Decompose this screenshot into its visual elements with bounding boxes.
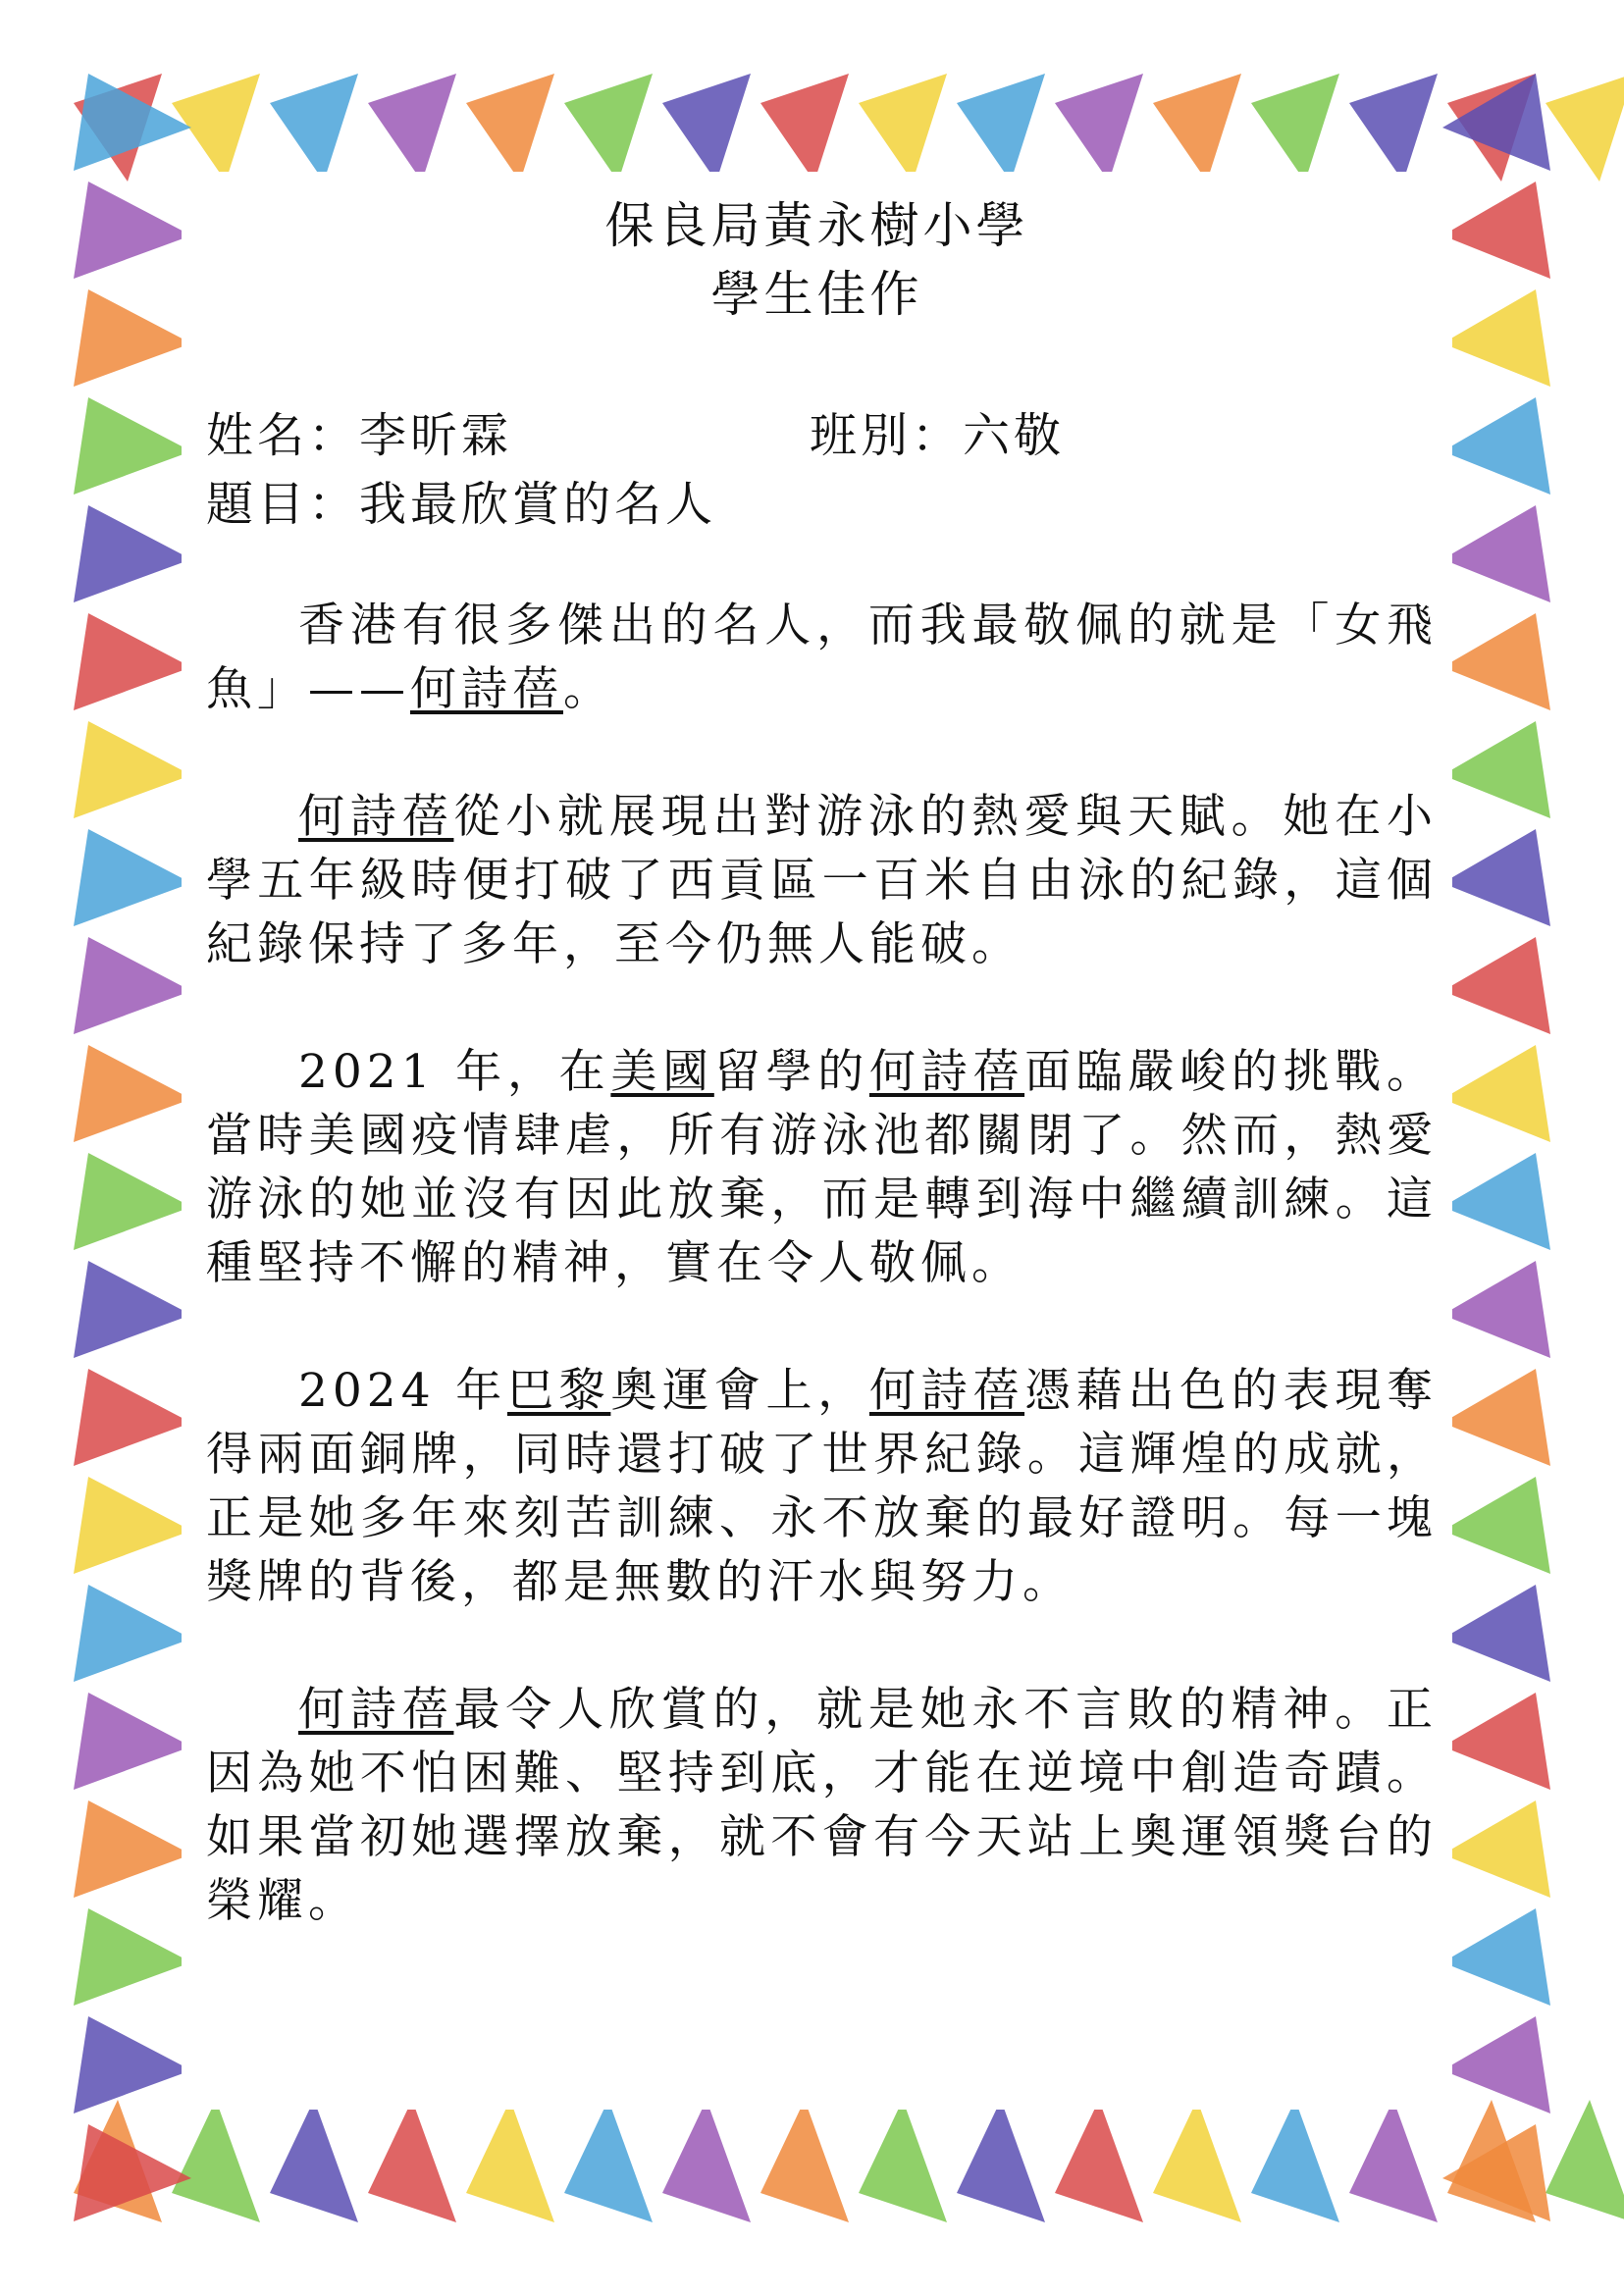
border-wedge [1442,182,1550,279]
underlined-name: 何詩蓓 [298,790,454,844]
class-value: 六敬 [963,408,1066,463]
text-span: 。 [563,662,614,716]
student-name: 李昕霖 [359,408,513,463]
border-wedge [1442,1477,1550,1574]
border-wedge [74,289,191,387]
border-wedge [74,397,191,495]
text-span: 2021 年，在 [298,1045,611,1099]
border-wedge [74,1908,191,2006]
border-wedge [957,2100,1045,2222]
border-wedge [1442,1045,1550,1142]
border-wedge [1442,1261,1550,1358]
border-wedge [859,2100,947,2222]
topic-label: 題目： [206,477,360,532]
text-span: 從小就展現出對游泳的熱愛與天賦。她在小學五年級時便打破了西貢區一百米自由泳的紀錄，這個紀錄保持了多年，至今仍無人能破。 [206,790,1439,971]
border-wedge [74,1261,191,1358]
text-span: 奧運會上， [610,1364,869,1418]
border-wedge [564,2100,653,2222]
border-wedge [368,2100,456,2222]
border-wedge [74,829,191,926]
text-span: 憑藉出色的表現奪得兩面銅牌，同時還打破了世界紀錄。這輝煌的成就，正是她多年來刻苦訓練、永不放棄的最好證明。每一塊獎牌的背後，都是無數的汗水與努力。 [206,1364,1439,1609]
border-wedge [859,74,947,182]
text-span: 2024 年 [298,1364,507,1418]
border-wedge [662,2100,751,2222]
border-wedge [466,2100,554,2222]
border-wedge [1251,74,1339,182]
border-wedge [74,182,191,279]
underlined-name: 何詩蓓 [298,1683,454,1737]
border-wedge [662,74,751,182]
border-wedge [74,613,191,710]
underlined-name: 何詩蓓 [410,662,563,716]
underlined-place: 美國 [610,1045,714,1099]
border-wedge [1055,74,1143,182]
border-wedge [1153,74,1241,182]
page-subtitle: 學生佳作 [710,266,923,323]
border-wedge [74,505,191,602]
border-wedge [74,1585,191,1682]
text-span: 最令人欣賞的，就是她永不言敗的精神。正因為她不怕困難、堅持到底，才能在逆境中創造奇蹟。如果當初她選擇放棄，就不會有今天站上奧運領獎台的榮耀。 [206,1683,1439,1928]
text-span: 面臨嚴峻的挑戰。當時美國疫情肆虐，所有游泳池都關閉了。然而，熱愛游泳的她並沒有因此放棄，而是轉到海中繼續訓練。這種堅持不懈的精神，實在令人敬佩。 [206,1045,1439,1290]
border-wedge [1442,2016,1550,2113]
school-name: 保良局黃永樹小學 [604,197,1029,254]
border-wedge [74,1153,191,1250]
text-span: 香港有很多傑出的名人，而我最敬佩的就是「女飛魚」—— [206,599,1438,716]
border-wedge [1442,1153,1550,1250]
topic-field [206,466,716,534]
border-wedge [74,1369,191,1466]
border-wedge [1153,2100,1241,2222]
essay-paragraph-5 [206,1678,1438,1933]
underlined-name: 何詩蓓 [868,1045,1025,1099]
border-wedge [1442,1800,1550,1898]
border-wedge [74,2016,191,2113]
essay-body [206,594,1438,1997]
essay-paragraph-1 [206,594,1438,721]
border-wedge [564,74,653,182]
topic-value: 我最欣賞的名人 [359,477,717,532]
border-wedge [1349,74,1438,182]
essay-sheet [182,172,1452,2110]
border-wedge [760,74,849,182]
border-wedge [1055,2100,1143,2222]
border-wedge [270,2100,358,2222]
border-wedge [1442,613,1550,710]
border-wedge [74,1800,191,1898]
border-wedge [1251,2100,1339,2222]
border-wedge [1545,2100,1624,2222]
text-span: 留學的 [713,1045,869,1099]
class-field [810,397,1065,465]
student-name-field [206,397,512,465]
border-wedge [1545,74,1624,182]
border-wedge [74,1477,191,1574]
class-label: 班別： [810,408,964,463]
border-wedge [270,74,358,182]
underlined-name: 何詩蓓 [868,1364,1025,1418]
border-wedge [74,721,191,818]
border-wedge [1442,1585,1550,1682]
border-wedge [957,74,1045,182]
essay-paragraph-3 [206,1040,1438,1295]
name-label: 姓名： [206,408,360,463]
border-wedge [1442,937,1550,1034]
border-wedge [1442,1369,1550,1466]
essay-paragraph-2 [206,785,1438,976]
border-wedge [1442,1908,1550,2006]
border-wedge [1442,289,1550,387]
border-wedge [1442,397,1550,495]
border-wedge [74,1045,191,1142]
border-wedge [1442,1693,1550,1790]
border-wedge [172,2100,260,2222]
border-wedge [1349,2100,1438,2222]
underlined-place: 巴黎 [506,1364,611,1418]
border-wedge [1442,505,1550,602]
essay-paragraph-4 [206,1359,1438,1614]
border-wedge [74,937,191,1034]
border-wedge [1442,721,1550,818]
border-wedge [466,74,554,182]
border-wedge [74,1693,191,1790]
border-wedge [760,2100,849,2222]
border-wedge [1442,829,1550,926]
border-wedge [368,74,456,182]
